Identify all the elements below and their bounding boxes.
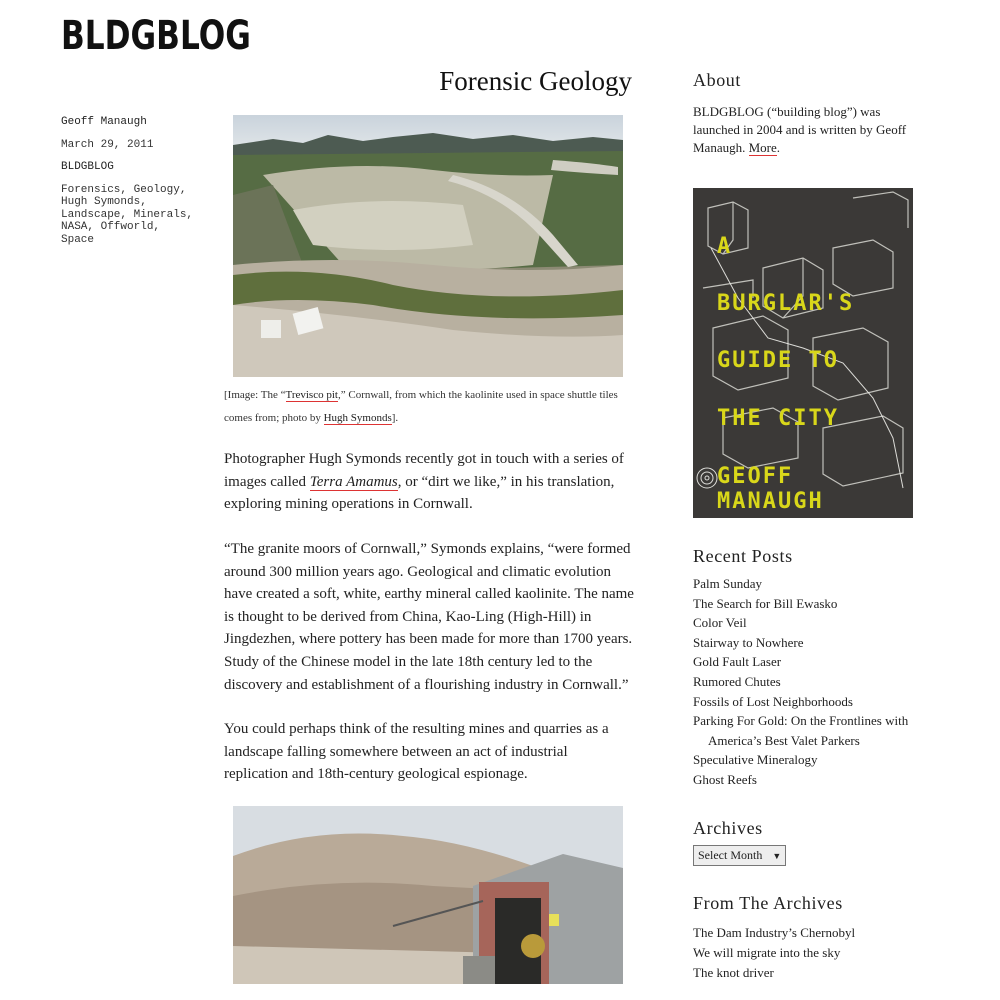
recent-post-link[interactable]: Ghost Reefs [693,771,757,787]
post-paragraph-1: Photographer Hugh Symonds recently got in touch with a series of images called Terra Amamus, or “dirt we like,” in his translation, exploring mining operations in Cornwall. [224,451,624,513]
archive-post-link[interactable]: The Dam Industry’s Chernobyl [693,925,856,940]
post-author-link[interactable]: Geoff Manaugh [61,116,147,128]
sidebar-about [693,70,913,157]
about-heading: About [693,70,741,90]
recent-post-link[interactable]: Stairway to Nowhere [693,634,804,650]
recent-post-link[interactable]: Color Veil [693,615,747,631]
sidebar-recent-posts [693,546,913,790]
post-paragraph-2: “The granite moors of Cornwall,” Symonds explains, “were formed around 300 million years ago. Geological and climatic evolution have created a soft, white, earthy mineral called kaolinite. The name is thought to be derived from China, Kao-Ling (High-Hill) in Jingdezhen, where pottery has been made for more than 1700 years. Study of the Chinese model in the late 18th century led to the discovery and establishment of a flourishing industry in Cornwall.” [224,541,634,693]
post-title: Forensic Geology [439,66,632,96]
hugh-symonds-link[interactable]: Hugh Symonds [323,412,392,424]
book-author: GEOFF MANAUGH [717,464,824,514]
recent-posts-heading: Recent Posts [693,546,793,566]
book-title-line-2: BURGLAR'S [717,291,855,316]
chevron-down-icon: ▼ [772,851,782,861]
recent-post-link[interactable]: Parking For Gold: On the Frontlines with America’s Best Valet Parkers [693,713,909,748]
post-category-link[interactable]: BLDGBLOG [61,161,114,173]
post-date: March 29, 2011 [61,138,154,151]
book-title-line-4: THE CITY [717,406,839,431]
about-more-link[interactable]: More [748,140,777,155]
recent-post-link[interactable]: Speculative Mineralogy [693,752,818,768]
post-paragraph-3: You could perhaps think of the resulting mines and quarries as a landscape falling somewhere between an act of industrial replication and 18th-century geological espionage. [224,721,609,783]
recent-post-link[interactable]: Fossils of Lost Neighborhoods [693,693,853,709]
quarry-photo[interactable] [233,115,623,377]
archives-select-value: Select Month [698,848,763,862]
site-logo[interactable]: BLDGBLOG [61,13,251,59]
trevisco-pit-link[interactable]: Trevisco pit [285,389,338,401]
archives-month-select[interactable] [693,845,786,866]
terra-amamus-link[interactable]: Terra Amamus [309,473,398,490]
sidebar-from-archives [693,893,913,983]
about-text: BLDGBLOG (“building blog”) was launched in 2004 and is written by Geoff Manaugh. More. [693,104,907,155]
from-archives-heading: From The Archives [693,893,843,913]
quarry-shed-photo[interactable] [233,806,623,984]
book-cover-ad[interactable] [693,188,913,518]
post-meta [61,116,201,256]
book-title-line-3: GUIDE TO [717,348,839,373]
post-tags[interactable]: Forensics, Geology, Hugh Symonds, Landscape, Minerals, NASA, Offworld, Space [61,183,194,246]
recent-post-link[interactable]: The Search for Bill Ewasko [693,595,838,611]
recent-post-link[interactable]: Palm Sunday [693,576,762,591]
recent-post-link[interactable]: Rumored Chutes [693,673,781,689]
recent-post-link[interactable]: Gold Fault Laser [693,654,782,670]
recent-posts-list [693,574,913,790]
archive-post-link[interactable]: The knot driver [693,965,774,980]
archive-post-link[interactable]: We will migrate into the sky [693,945,841,960]
photo-caption: [Image: The “Trevisco pit,” Cornwall, from which the kaolinite used in space shuttle tiles comes from; photo by Hugh Symonds]. [224,389,618,424]
book-title-line-1: A [717,234,733,259]
sidebar-archives [693,818,913,866]
from-archives-list [693,923,913,983]
archives-heading: Archives [693,818,763,838]
